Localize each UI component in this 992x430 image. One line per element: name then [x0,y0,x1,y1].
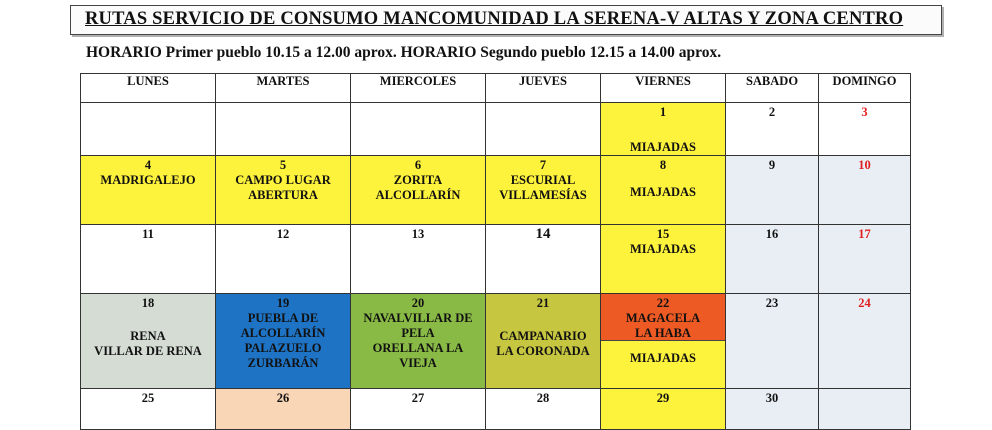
day-cell-friday-8 [601,156,726,225]
day-cell-wednesday-20 [351,294,486,389]
day-number: 14 [535,226,551,242]
route-town: ZURBARÁN [247,356,319,370]
day-number: 4 [144,158,152,172]
day-cell-saturday-16 [726,225,819,294]
day-number: 12 [276,227,290,241]
route-town: MIAJADAS [630,242,696,256]
day-number: 15 [656,227,670,241]
day-number: 25 [141,391,155,405]
day-number: 20 [411,296,425,310]
week-row [81,103,911,156]
day-number: 16 [765,227,779,241]
day-number: 13 [411,227,425,241]
day-number: 23 [765,296,779,310]
day-cell-monday-4 [81,156,216,225]
weekday-header: MARTES [216,74,351,103]
day-number: 10 [858,158,871,172]
route-town: CAMPO LUGAR [235,173,331,187]
week-row [81,294,911,389]
day-number: 28 [536,391,550,405]
day-number: 24 [858,296,871,310]
friday-first-route [601,294,725,341]
day-number: 9 [768,158,776,172]
week-row [81,389,911,430]
day-cell-thursday-21 [486,294,601,389]
route-town: LA CORONADA [496,344,590,358]
route-town: RENA [130,329,166,343]
day-cell-saturday-23 [726,294,819,389]
weekday-header-row [81,74,911,103]
weekday-header: VIERNES [601,74,726,103]
day-cell-tuesday-19 [216,294,351,389]
day-number: 5 [279,158,287,172]
day-number: 3 [861,105,868,119]
route-town: PALAZUELO [244,341,322,355]
day-number: 1 [659,105,667,119]
route-town: PUEBLA DE [247,311,319,325]
route-town: VIEJA [399,356,437,370]
day-number: 18 [141,296,155,310]
day-cell-monday-18 [81,294,216,389]
day-cell-friday-1 [601,103,726,156]
route-town: ALCOLLARÍN [375,188,461,202]
route-town: LA HABA [635,326,691,340]
day-cell-sunday-17 [819,225,911,294]
day-cell [81,103,216,156]
route-town: VILLAMESÍAS [499,188,587,202]
weekday-header: LUNES [81,74,216,103]
day-cell-sunday [819,389,911,430]
day-cell-sunday-24 [819,294,911,389]
friday-second-route [601,341,725,388]
day-number: 17 [858,227,871,241]
day-number: 19 [276,296,290,310]
day-cell-friday-15 [601,225,726,294]
document-title: RUTAS SERVICIO DE CONSUMO MANCOMUNIDAD LA SERENA-V ALTAS Y ZONA CENTRO [85,9,904,29]
week-row [81,225,911,294]
route-town: CAMPANARIO [499,329,587,343]
route-town: ESCURIAL [510,173,576,187]
route-town: ALCOLLARÍN [240,326,326,340]
day-number: 11 [142,227,154,241]
day-number: 29 [656,391,670,405]
route-town: ORELLANA LA [372,341,464,355]
day-cell-tuesday-26 [216,389,351,430]
title-box [70,5,942,35]
day-number: 30 [765,391,779,405]
day-number: 21 [536,296,550,310]
day-cell-wednesday-6 [351,156,486,225]
day-cell-monday-25 [81,389,216,430]
day-cell-tuesday-12 [216,225,351,294]
day-cell-tuesday-5 [216,156,351,225]
route-town: MIAJADAS [630,351,696,365]
day-cell-monday-11 [81,225,216,294]
day-cell-wednesday-13 [351,225,486,294]
day-number: 26 [276,391,290,405]
day-cell [486,103,601,156]
day-cell-saturday-2 [726,103,819,156]
day-cell-friday-29 [601,389,726,430]
day-cell-thursday-28 [486,389,601,430]
day-cell [351,103,486,156]
day-number: 8 [659,158,667,172]
weekday-header: JUEVES [486,74,601,103]
route-town: NAVALVILLAR DE [363,311,473,325]
day-cell-sunday-10 [819,156,911,225]
day-cell [216,103,351,156]
day-number: 22 [656,296,670,310]
route-town: VILLAR DE RENA [94,344,202,358]
route-town: PELA [401,326,435,340]
route-calendar [80,73,911,430]
day-cell-saturday-9 [726,156,819,225]
day-number: 6 [414,158,422,172]
day-cell-wednesday-27 [351,389,486,430]
route-town: MIAJADAS [630,185,696,199]
day-number: 2 [768,105,776,119]
day-number: 27 [411,391,425,405]
route-town: ZORITA [393,173,443,187]
day-number: 7 [539,158,547,172]
weekday-header: DOMINGO [819,74,911,103]
schedule-line: HORARIO Primer pueblo 10.15 a 12.00 aprox. HORARIO Segundo pueblo 12.15 a 14.00 aprox. [86,44,722,61]
day-cell-saturday-30 [726,389,819,430]
route-town: MIAJADAS [630,140,696,154]
route-town: MADRIGALEJO [100,173,196,187]
week-row [81,156,911,225]
day-cell-thursday-14 [486,225,601,294]
day-cell-sunday-3 [819,103,911,156]
day-cell-thursday-7 [486,156,601,225]
route-town: ABERTURA [248,188,318,202]
day-cell-friday-22 [601,294,726,389]
weekday-header: SABADO [726,74,819,103]
route-town: MAGACELA [625,311,701,325]
weekday-header: MIERCOLES [351,74,486,103]
